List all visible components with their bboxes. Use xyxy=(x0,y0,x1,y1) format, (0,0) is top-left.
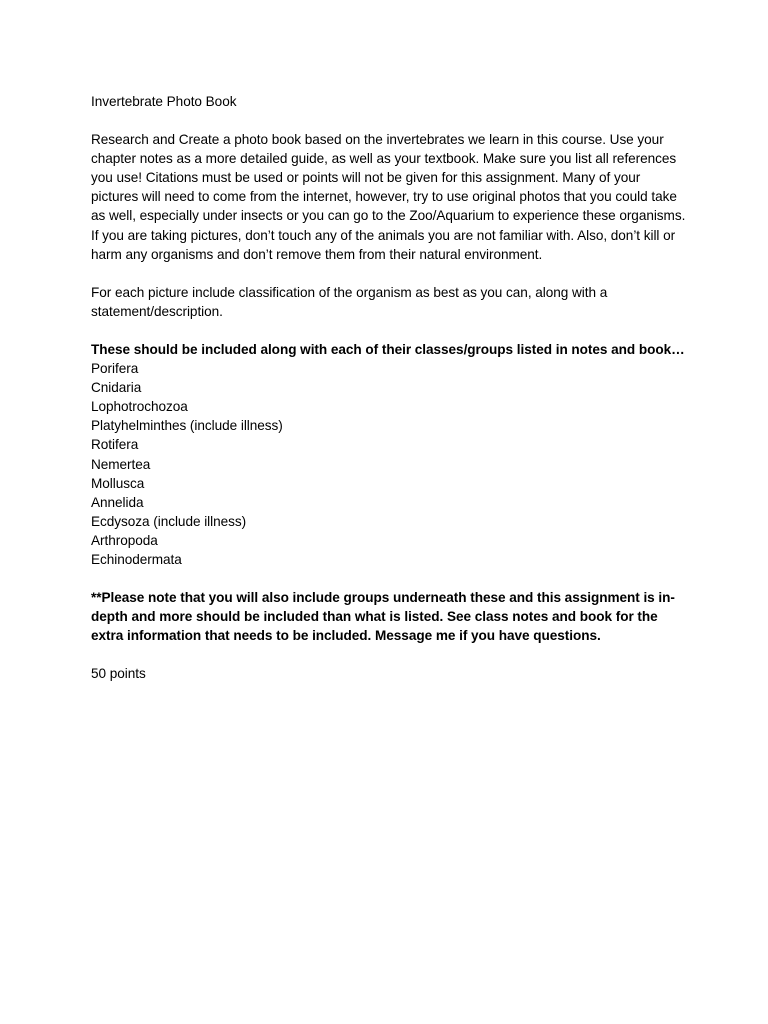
groups-section xyxy=(91,340,691,569)
groups-heading: These should be included along with each of their classes/groups listed in notes and book… xyxy=(91,341,685,357)
list-item: Annelida xyxy=(91,494,144,510)
list-item: Echinodermata xyxy=(91,551,182,567)
list-item: Nemertea xyxy=(91,456,151,472)
list-item: Lophotrochozoa xyxy=(91,399,188,415)
document-body xyxy=(91,92,691,702)
list-item: Arthropoda xyxy=(91,532,158,548)
list-item: Rotifera xyxy=(91,437,139,453)
points-value: 50 points xyxy=(91,666,146,682)
list-item: Platyhelminthes (include illness) xyxy=(91,418,283,434)
document-title: Invertebrate Photo Book xyxy=(91,94,237,109)
intro-paragraph: Research and Create a photo book based on the invertebrates we learn in this course. Use your chapter notes as a more detailed guide, as well as your textbook. Make sure you list all references you use! Citations must be used or points will not be given for this assignment. Many of your pictures will need to come from the internet, however, try to use original photos that you could take as well, especially under insects or you can go to the Zoo/Aquarium to experience these organisms. If you are taking pictures, don’t touch any of the animals you are not familiar with. Also, don’t kill or harm any organisms and don’t remove them from their natural environment. xyxy=(91,132,686,262)
list-item: Cnidaria xyxy=(91,380,142,396)
note-paragraph: **Please note that you will also include groups underneath these and this assignment is in-depth and more should be included than what is listed. See class notes and book for the extra information that needs to be included. Message me if you have questions. xyxy=(91,590,675,644)
list-item: Mollusca xyxy=(91,475,145,491)
list-item: Ecdysoza (include illness) xyxy=(91,513,247,529)
groups-list xyxy=(91,359,691,569)
picture-instructions-paragraph: For each picture include classification of the organism as best as you can, along with a statement/description. xyxy=(91,284,608,319)
list-item: Porifera xyxy=(91,361,139,377)
